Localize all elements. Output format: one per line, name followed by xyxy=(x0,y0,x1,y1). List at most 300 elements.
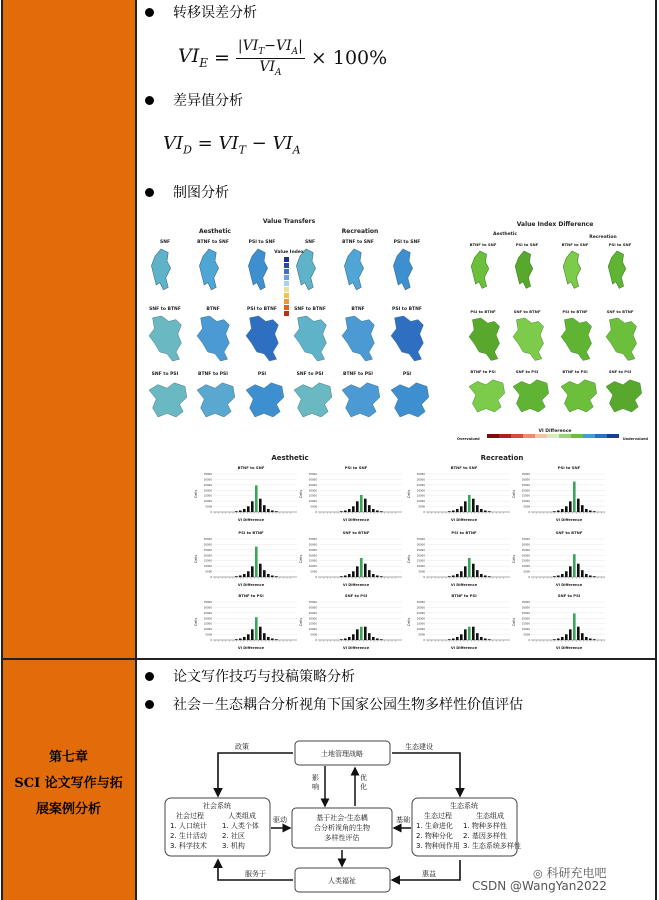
histogram-bar xyxy=(247,506,250,512)
histogram-xlabel: VI Difference xyxy=(237,583,265,587)
histogram-ytick: 15000 xyxy=(203,559,212,563)
histogram-bar xyxy=(472,627,475,640)
histogram-ytick: 5000 xyxy=(523,570,530,574)
histogram-bar xyxy=(255,485,258,512)
svg-text:生态组成: 生态组成 xyxy=(476,812,504,820)
bullet-label: 制图分析 xyxy=(173,185,229,201)
influence-label: 影 xyxy=(312,774,319,782)
histogram-ytick: 15000 xyxy=(521,559,530,563)
histogram-bar xyxy=(360,627,363,640)
histogram-ytick: 25000 xyxy=(203,483,212,487)
histogram-bar xyxy=(267,509,270,512)
diff-map-thumbnail xyxy=(606,318,637,361)
histogram-panel xyxy=(299,465,402,522)
diff-map-label: SNF to BTNF xyxy=(513,309,541,314)
value-transfer-maps xyxy=(145,215,450,440)
svg-text:3. 机构: 3. 机构 xyxy=(222,842,245,850)
histogram-ytick: 5000 xyxy=(418,505,425,509)
histogram-bar xyxy=(464,629,467,640)
bullet-dot xyxy=(145,672,154,681)
svg-text:2. 生计活动: 2. 生计活动 xyxy=(170,832,207,840)
histogram-xlabel: VI Difference xyxy=(555,518,583,522)
histogram-bar xyxy=(585,509,588,512)
histogram-bar xyxy=(557,638,560,640)
histogram-ytick: 0 xyxy=(528,511,530,514)
histogram-panel xyxy=(299,530,402,587)
benefit-label: 惠益 xyxy=(422,870,436,878)
histogram-ytick: 5000 xyxy=(205,633,212,637)
map-label: SNF to PSI xyxy=(151,372,179,377)
diff-map-thumbnail xyxy=(606,380,642,412)
histogram-ytick: 20000 xyxy=(416,617,425,621)
svg-text:3. 生态系统多样性: 3. 生态系统多样性 xyxy=(463,842,521,850)
histogram-bar xyxy=(573,554,576,577)
histogram-bar xyxy=(476,570,479,577)
histogram-bar xyxy=(368,570,371,577)
histogram-ytick: 5000 xyxy=(310,633,317,637)
histogram-ytick: 25000 xyxy=(308,483,317,487)
map-label: BTNF to SNF xyxy=(197,240,229,245)
map-label: PSI xyxy=(402,372,412,377)
histogram-bar xyxy=(340,576,343,577)
map-label: SNF to PSI xyxy=(296,372,324,377)
svg-text:人类组成: 人类组成 xyxy=(228,812,256,820)
histogram-ytick: 35000 xyxy=(203,473,212,476)
histogram-bar xyxy=(456,509,459,512)
histogram-bar xyxy=(235,511,238,512)
basis-label: 基础 xyxy=(396,816,410,824)
legend-swatch xyxy=(284,311,289,316)
histogram-bar xyxy=(577,627,580,640)
map-thumbnail xyxy=(151,249,170,290)
histogram-bar xyxy=(561,637,564,640)
brand-watermark: ◎ 科研充电吧 xyxy=(533,866,607,880)
map-thumbnail xyxy=(393,249,412,290)
legend-swatch xyxy=(284,263,289,268)
histogram-ytick: 10000 xyxy=(203,565,212,569)
histogram-ytick: 5000 xyxy=(310,570,317,574)
histogram-ytick: 0 xyxy=(423,639,425,642)
histogram-title: PSI to BTNF xyxy=(238,530,264,535)
histogram-ytick: 30000 xyxy=(521,606,530,610)
histogram-ytick: 10000 xyxy=(521,628,530,632)
colorbar-swatch xyxy=(547,434,559,438)
histogram-ytick: 15000 xyxy=(416,559,425,563)
svg-text:1. 人类个体: 1. 人类个体 xyxy=(222,822,259,830)
histogram-bar xyxy=(368,633,371,640)
histogram-ytick: 35000 xyxy=(521,538,530,541)
histogram-xlabel: VI Difference xyxy=(342,583,370,587)
histogram-bar xyxy=(352,506,355,512)
histogram-ylabel: Cells xyxy=(194,554,198,564)
histogram-bar xyxy=(452,510,455,512)
map-thumbnail xyxy=(246,383,284,417)
histogram-bar xyxy=(565,571,568,577)
histogram-panel xyxy=(407,530,510,587)
map-label: BTNF xyxy=(351,307,365,312)
socio-ecological-diagram xyxy=(160,738,525,898)
histogram-bar xyxy=(376,510,379,512)
bullet-label: 转移误差分析 xyxy=(173,5,257,21)
histogram-xlabel: VI Difference xyxy=(555,583,583,587)
map-thumbnail xyxy=(149,316,181,361)
diff-map-label: SNF to PSI xyxy=(608,369,632,374)
histogram-bar xyxy=(561,574,564,577)
bullet-writing-skills xyxy=(145,666,355,686)
diff-map-thumbnail xyxy=(561,318,592,361)
map-label: BTNF to PSI xyxy=(198,372,228,377)
diff-map-label: PSI to BTNF xyxy=(470,309,496,314)
histogram-bar xyxy=(380,576,383,577)
diff-map-thumbnail xyxy=(469,318,500,361)
map-thumbnail xyxy=(294,383,332,417)
histogram-panel xyxy=(512,530,605,587)
histogram-ytick: 10000 xyxy=(416,500,425,504)
svg-text:生态过程: 生态过程 xyxy=(424,812,452,820)
histogram-ytick: 20000 xyxy=(521,554,530,558)
histogram-bar xyxy=(360,495,363,512)
histogram-panel xyxy=(512,465,605,522)
maps-left-group-a: Aesthetic xyxy=(199,228,231,235)
table-border-left xyxy=(1,0,3,900)
histogram-panel xyxy=(512,593,605,650)
bullet-dot xyxy=(145,700,154,709)
histogram-bar xyxy=(480,637,483,640)
histogram-bar xyxy=(243,637,246,640)
histogram-bar xyxy=(589,575,592,577)
histogram-ytick: 30000 xyxy=(203,543,212,547)
histogram-ytick: 10000 xyxy=(521,500,530,504)
histogram-xlabel: VI Difference xyxy=(237,646,265,650)
histogram-bar xyxy=(275,639,278,640)
histogram-ytick: 20000 xyxy=(416,554,425,558)
histogram-bar xyxy=(267,574,270,577)
colorbar-swatch xyxy=(583,434,595,438)
diff-map-label: PSI to SNF xyxy=(608,242,632,247)
histogram-bar xyxy=(581,633,584,640)
value-difference-maps xyxy=(455,218,650,443)
legend-swatch xyxy=(284,299,289,304)
svg-text:合分析视角的生物: 合分析视角的生物 xyxy=(314,824,370,832)
histogram-ytick: 35000 xyxy=(308,538,317,541)
histogram-ytick: 30000 xyxy=(416,543,425,547)
legend-swatch xyxy=(284,275,289,280)
histogram-ytick: 20000 xyxy=(521,489,530,493)
histogram-bar xyxy=(577,499,580,512)
histogram-ytick: 15000 xyxy=(308,622,317,626)
histogram-xlabel: VI Difference xyxy=(450,583,478,587)
colorbar-left-end: Overvalued xyxy=(457,437,480,441)
legend-swatch xyxy=(284,287,289,292)
histogram-bar xyxy=(468,627,471,640)
histogram-bar xyxy=(464,501,467,512)
histogram-ytick: 5000 xyxy=(205,505,212,509)
svg-text:2. 基因多样性: 2. 基因多样性 xyxy=(463,832,507,840)
histogram-xlabel: VI Difference xyxy=(237,518,265,522)
svg-text:2. 社区: 2. 社区 xyxy=(222,832,245,840)
histogram-bar xyxy=(484,510,487,512)
histogram-bar xyxy=(472,499,475,512)
histogram-panel xyxy=(194,530,297,587)
histogram-bar xyxy=(372,637,375,640)
hist-group-b: Recreation xyxy=(480,454,524,462)
histogram-bar xyxy=(488,639,491,640)
bullet-mapping xyxy=(145,182,229,202)
histogram-bar xyxy=(352,571,355,577)
histogram-ytick: 15000 xyxy=(308,494,317,498)
svg-text:3. 物种间作用: 3. 物种间作用 xyxy=(416,842,460,850)
histogram-ylabel: Cells xyxy=(407,554,411,564)
histogram-bar xyxy=(275,511,278,512)
svg-text:化: 化 xyxy=(360,783,367,791)
histogram-ytick: 35000 xyxy=(308,601,317,604)
diff-map-label: PSI to SNF xyxy=(515,242,539,247)
histogram-bar xyxy=(271,575,274,577)
map-label: BTNF to PSI xyxy=(343,372,373,377)
diff-map-thumbnail xyxy=(563,251,581,288)
histogram-bar xyxy=(368,505,371,512)
histogram-ytick: 15000 xyxy=(416,622,425,626)
histogram-ytick: 25000 xyxy=(416,548,425,552)
map-label: SNF to BTNF xyxy=(149,307,181,312)
bullet-label: 论文写作技巧与投稿策略分析 xyxy=(173,669,355,685)
histogram-ylabel: Cells xyxy=(512,554,516,564)
histogram-bar xyxy=(561,509,564,512)
histogram-ylabel: Cells xyxy=(194,617,198,627)
histogram-bar xyxy=(569,501,572,512)
histogram-bar xyxy=(472,564,475,577)
formula-vid: $VI_D = VI_T - VI_A$ xyxy=(163,133,301,157)
histogram-bar xyxy=(565,634,568,640)
svg-text:社会系统: 社会系统 xyxy=(203,802,231,810)
histogram-ylabel: Cells xyxy=(512,489,516,499)
histogram-ytick: 35000 xyxy=(416,473,425,476)
colorbar-label: VI Difference xyxy=(538,429,572,434)
histogram-title: SNF to PSI xyxy=(344,593,368,598)
histogram-ytick: 0 xyxy=(315,639,317,642)
histogram-ytick: 5000 xyxy=(523,633,530,637)
histogram-ytick: 30000 xyxy=(416,478,425,482)
histogram-ytick: 30000 xyxy=(308,478,317,482)
histogram-ytick: 15000 xyxy=(203,494,212,498)
svg-text:3. 科学技术: 3. 科学技术 xyxy=(170,842,207,850)
bullet-dot xyxy=(145,96,154,105)
histogram-bar xyxy=(364,564,367,577)
histogram-bar xyxy=(573,613,576,640)
map-thumbnail xyxy=(294,316,326,361)
histogram-ylabel: Cells xyxy=(194,489,198,499)
bullet-transfer-error xyxy=(145,2,257,22)
histogram-bar xyxy=(380,511,383,512)
histogram-bar xyxy=(589,510,592,512)
histogram-bar xyxy=(476,633,479,640)
histogram-bar xyxy=(356,629,359,640)
histogram-ytick: 0 xyxy=(423,576,425,579)
histogram-bar xyxy=(352,634,355,640)
bullet-case-study xyxy=(145,694,523,714)
histogram-ytick: 15000 xyxy=(521,622,530,626)
histogram-title: PSI to SNF xyxy=(557,465,581,470)
histogram-ytick: 35000 xyxy=(416,538,425,541)
map-label: BTNF xyxy=(206,307,220,312)
histogram-panel xyxy=(194,465,297,522)
histogram-ytick: 25000 xyxy=(203,611,212,615)
histogram-panel xyxy=(407,593,510,650)
chapter-title-line1: SCI 论文写作与拓 xyxy=(14,776,123,791)
svg-text:响: 响 xyxy=(312,783,319,791)
histogram-bar xyxy=(593,576,596,577)
histogram-ytick: 0 xyxy=(315,511,317,514)
histogram-ylabel: Cells xyxy=(512,617,516,627)
diff-map-thumbnail xyxy=(515,251,533,288)
maps-left-group-b: Recreation xyxy=(341,228,379,235)
histogram-bar xyxy=(348,637,351,640)
histogram-bar xyxy=(263,633,266,640)
histogram-bar xyxy=(585,574,588,577)
map-thumbnail xyxy=(246,316,278,361)
legend-swatch xyxy=(284,269,289,274)
histogram-bar xyxy=(488,511,491,512)
svg-text:社会过程: 社会过程 xyxy=(176,812,204,820)
diff-map-thumbnail xyxy=(561,380,597,412)
histogram-ytick: 15000 xyxy=(521,494,530,498)
histogram-ytick: 0 xyxy=(423,511,425,514)
histogram-bar xyxy=(553,511,556,512)
chapter-label xyxy=(4,745,133,823)
map-thumbnail xyxy=(342,316,374,361)
diff-map-label: BTNF to PSI xyxy=(562,369,588,374)
histogram-ytick: 30000 xyxy=(203,606,212,610)
bullet-label: 差异值分析 xyxy=(173,93,243,109)
histogram-title: PSI to BTNF xyxy=(451,530,477,535)
histogram-ytick: 20000 xyxy=(308,489,317,493)
histogram-bar xyxy=(553,639,556,640)
histogram-bar xyxy=(243,509,246,512)
diff-map-thumbnail xyxy=(608,251,626,288)
histogram-bar xyxy=(259,499,262,512)
histogram-bar xyxy=(468,558,471,577)
csdn-watermark: CSDN @WangYan2022 xyxy=(472,879,607,893)
histogram-bar xyxy=(480,574,483,577)
histogram-bar xyxy=(484,638,487,640)
histogram-bar xyxy=(456,637,459,640)
map-label: SNF to BTNF xyxy=(294,307,326,312)
histogram-xlabel: VI Difference xyxy=(450,518,478,522)
chapter-number: 第七章 xyxy=(48,750,88,765)
histogram-ytick: 10000 xyxy=(416,628,425,632)
policy-label: 政策 xyxy=(235,743,249,751)
map-thumbnail xyxy=(391,316,423,361)
histogram-title: SNF to PSI xyxy=(557,593,581,598)
histogram-bar xyxy=(247,634,250,640)
map-label: PSI to BTNF xyxy=(247,307,277,312)
histogram-ytick: 35000 xyxy=(521,601,530,604)
table-border-mid xyxy=(135,0,137,900)
maps-right-group-b: Recreation xyxy=(589,235,617,240)
histogram-bar xyxy=(456,574,459,577)
diff-map-thumbnail xyxy=(513,380,549,412)
colorbar-swatch xyxy=(559,434,571,438)
histogram-bar xyxy=(344,638,347,640)
serve-label: 服务于 xyxy=(245,870,266,878)
histogram-ytick: 25000 xyxy=(521,611,530,615)
map-thumbnail xyxy=(199,249,218,290)
histogram-ytick: 5000 xyxy=(523,505,530,509)
histogram-ytick: 30000 xyxy=(521,543,530,547)
histogram-ytick: 10000 xyxy=(308,565,317,569)
histogram-bar xyxy=(372,509,375,512)
map-thumbnail xyxy=(149,383,187,417)
histogram-ytick: 35000 xyxy=(203,601,212,604)
histogram-bar xyxy=(589,638,592,640)
optimize-label: 优 xyxy=(360,774,367,782)
histogram-bar xyxy=(263,505,266,512)
histogram-bar xyxy=(259,627,262,640)
histogram-ytick: 35000 xyxy=(203,538,212,541)
histogram-ytick: 5000 xyxy=(418,570,425,574)
histogram-ytick: 20000 xyxy=(203,617,212,621)
histogram-bar xyxy=(376,638,379,640)
wellbeing-label: 人类福祉 xyxy=(328,877,356,885)
legend-swatch xyxy=(284,293,289,298)
table-row-divider xyxy=(1,658,657,660)
histogram-ytick: 20000 xyxy=(521,617,530,621)
histogram-ytick: 30000 xyxy=(308,543,317,547)
strategy-label: 土地管理战略 xyxy=(321,750,363,758)
histogram-bar xyxy=(593,511,596,512)
histogram-title: SNF to BTNF xyxy=(555,530,583,535)
diff-map-label: SNF to PSI xyxy=(515,369,539,374)
histogram-ytick: 5000 xyxy=(418,633,425,637)
legend-swatch xyxy=(284,257,289,262)
histogram-ytick: 0 xyxy=(210,576,212,579)
histogram-bar xyxy=(460,634,463,640)
svg-text:基于社会-生态耦: 基于社会-生态耦 xyxy=(316,814,368,822)
histogram-bar xyxy=(255,617,258,640)
histogram-bar xyxy=(553,576,556,577)
histogram-bar xyxy=(557,510,560,512)
histogram-bar xyxy=(476,505,479,512)
histogram-bar xyxy=(239,510,242,512)
histogram-bar xyxy=(340,639,343,640)
histogram-ytick: 25000 xyxy=(308,611,317,615)
map-thumbnail xyxy=(296,249,315,290)
map-label: BTNF to SNF xyxy=(342,240,374,245)
legend-title: Value Index xyxy=(274,250,304,255)
histogram-ytick: 35000 xyxy=(416,601,425,604)
histogram-ytick: 10000 xyxy=(203,500,212,504)
map-thumbnail xyxy=(344,249,363,290)
map-thumbnail xyxy=(342,383,380,417)
histogram-ylabel: Cells xyxy=(407,617,411,627)
histogram-bar xyxy=(340,511,343,512)
eco-construction-label: 生态建设 xyxy=(405,743,433,751)
histogram-bar xyxy=(235,576,238,577)
histogram-ylabel: Cells xyxy=(299,554,303,564)
histogram-xlabel: VI Difference xyxy=(342,646,370,650)
histogram-bar xyxy=(364,499,367,512)
diff-map-label: SNF to BTNF xyxy=(606,309,634,314)
histogram-ylabel: Cells xyxy=(407,489,411,499)
svg-text:多样性评估: 多样性评估 xyxy=(324,834,360,842)
histogram-ytick: 20000 xyxy=(203,554,212,558)
histogram-bar xyxy=(267,637,270,640)
maps-right-title: Value Index Difference xyxy=(516,221,594,228)
histogram-xlabel: VI Difference xyxy=(555,646,583,650)
histogram-title: SNF to BTNF xyxy=(342,530,370,535)
histogram-title: BTNF to PSI xyxy=(451,593,477,598)
diff-map-label: BTNF to SNF xyxy=(561,242,589,247)
